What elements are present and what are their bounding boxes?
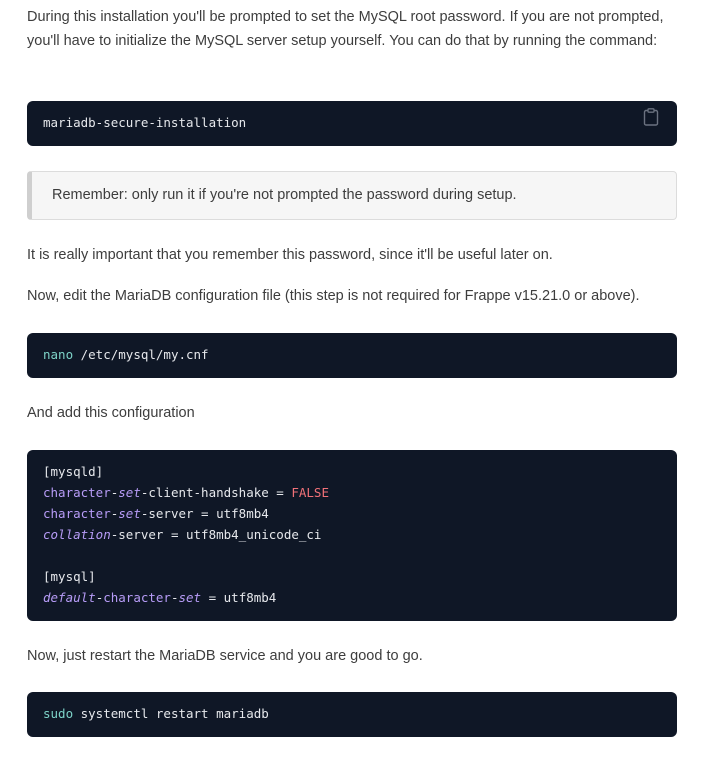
config-text: -: [170, 590, 179, 605]
code-line: [43, 461, 677, 482]
config-keyword: character: [103, 590, 171, 605]
restart-paragraph: Now, just restart the MariaDB service and you are good to go.: [27, 648, 423, 664]
config-text: -: [110, 485, 119, 500]
config-text: = utf8mb4: [201, 590, 277, 605]
code-line: [43, 587, 677, 608]
command-args: /etc/mysql/my.cnf: [73, 347, 209, 362]
code-block-edit-cnf: [27, 333, 677, 378]
config-keyword: character: [43, 485, 111, 500]
config-text: -server = utf8mb4_unicode_ci: [110, 527, 322, 542]
remember-password-paragraph: It is really important that you remember this password, since it'll be useful later on.: [27, 247, 553, 263]
config-text: -: [110, 506, 119, 521]
config-literal: FALSE: [291, 485, 329, 500]
config-keyword: default: [43, 590, 96, 605]
config-keyword: character: [43, 506, 111, 521]
code-line: [43, 482, 677, 503]
code-block-secure-installation: [27, 101, 677, 146]
config-keyword: collation: [43, 527, 111, 542]
code-line-blank: [43, 545, 677, 566]
note-callout: [27, 171, 677, 220]
config-text: -client-handshake =: [140, 485, 292, 500]
edit-config-paragraph: Now, edit the MariaDB configuration file (this step is not required for Frappe v15.21.0 or above).: [27, 288, 640, 304]
config-keyword: set: [178, 590, 202, 605]
code-line: [43, 112, 677, 133]
code-line: [43, 524, 677, 545]
code-line: [43, 566, 677, 587]
code-line: [43, 503, 677, 524]
command-keyword: sudo: [43, 706, 74, 721]
callout-text: Remember: only run it if you're not prompted the password during setup.: [52, 187, 517, 203]
code-block-config: [27, 450, 677, 621]
clipboard-icon: [643, 108, 659, 126]
config-text: -: [95, 590, 104, 605]
config-keyword: set: [118, 506, 141, 521]
code-line: [43, 703, 677, 724]
section-header: [mysqld]: [43, 464, 104, 479]
code-block-restart: [27, 692, 677, 737]
copy-code-button[interactable]: [643, 108, 659, 126]
command-text: mariadb-secure-installation: [43, 115, 247, 130]
code-line: [43, 344, 677, 365]
section-header: [mysql]: [43, 569, 96, 584]
command-args: systemctl restart mariadb: [73, 706, 269, 721]
add-config-paragraph: And add this configuration: [27, 405, 195, 421]
command-keyword: nano: [43, 347, 74, 362]
intro-paragraph: During this installation you'll be prompted to set the MySQL root password. If you are not prompted, you'll have to initialize the MySQL server setup yourself. You can do that by running the command:: [27, 9, 664, 49]
config-keyword: set: [118, 485, 141, 500]
config-text: -server = utf8mb4: [140, 506, 269, 521]
